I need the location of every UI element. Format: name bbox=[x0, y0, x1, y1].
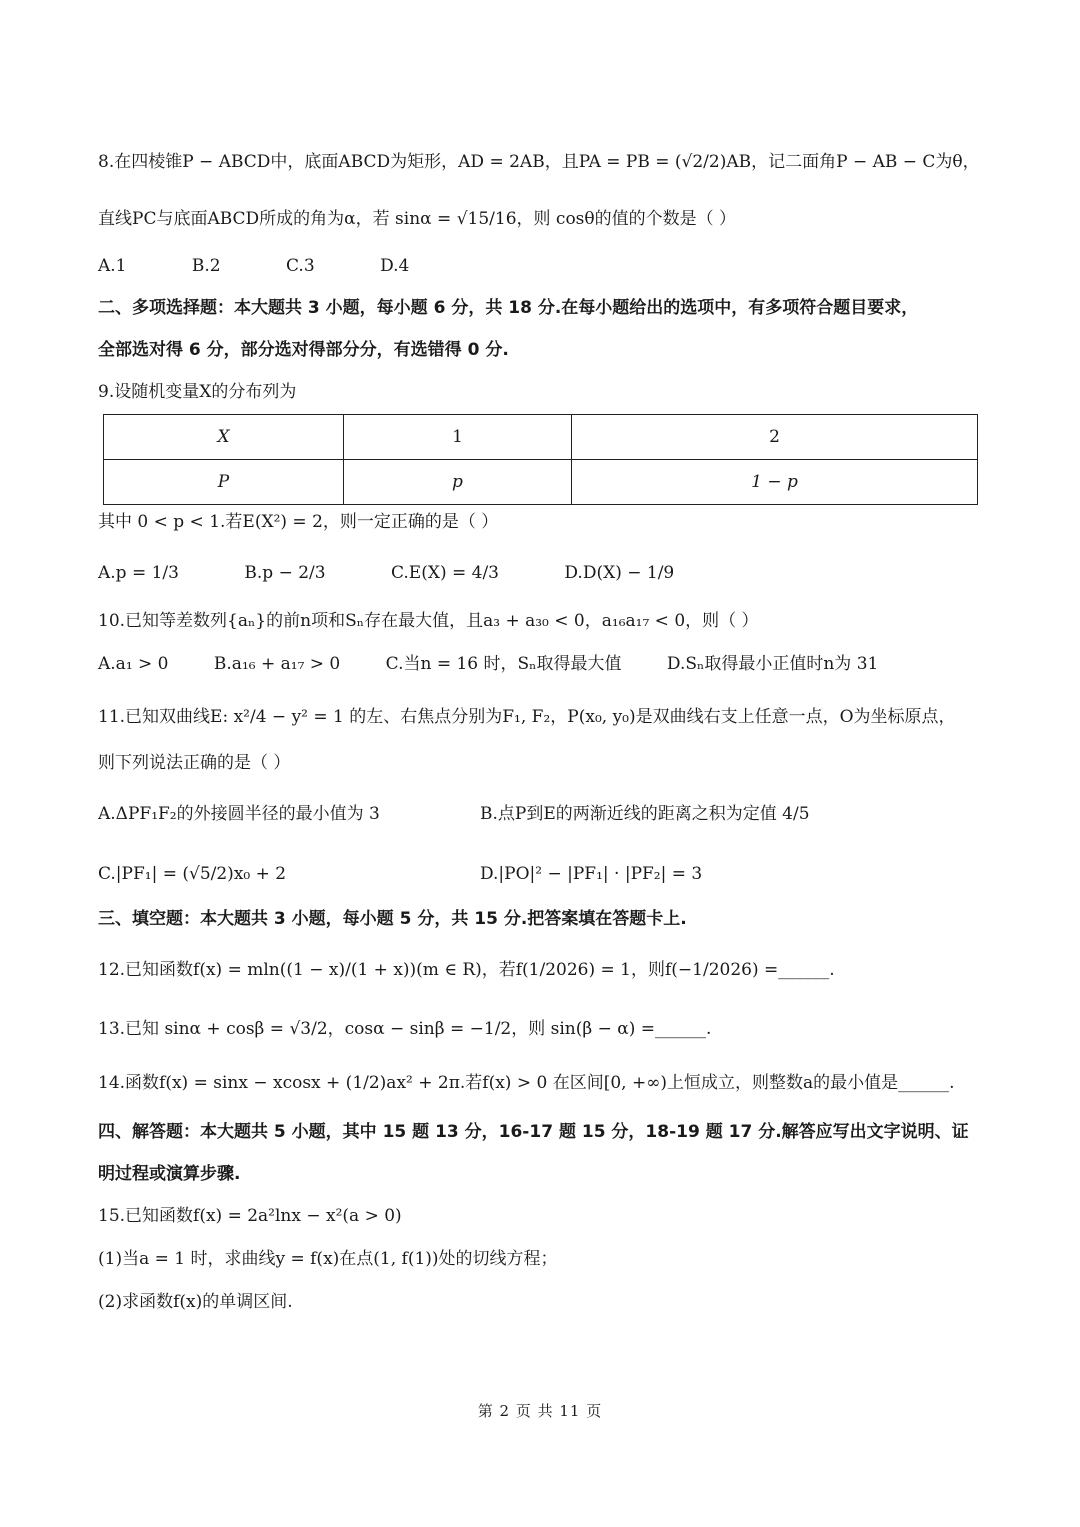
q13: 13.已知 sinα + cosβ = √3/2，cosα − sinβ = −1/2，则 sin(β − α) =______. bbox=[98, 1019, 712, 1039]
q10-option-b: B.a₁₆ + a₁₇ > 0 bbox=[213, 654, 341, 674]
q10-option-a: A.a₁ > 0 bbox=[98, 654, 169, 674]
q10-option-d: D.Sₙ取得最小正值时n为 31 bbox=[666, 654, 879, 674]
q15-part1: (1)当a = 1 时，求曲线y = f(x)在点(1, f(1))处的切线方程； bbox=[98, 1249, 558, 1269]
section2-heading-line2: 全部选对得 6 分，部分选对得部分分，有选错得 0 分. bbox=[98, 340, 509, 360]
q11-option-b: B.点P到E的两渐近线的距离之积为定值 4/5 bbox=[480, 804, 810, 824]
section2-heading-line1: 二、多项选择题：本大题共 3 小题，每小题 6 分，共 18 分.在每小题给出的选项中，有多项符合题目要求， bbox=[98, 298, 919, 318]
q9-stem: 9.设随机变量X的分布列为 bbox=[98, 382, 297, 402]
q10-options bbox=[98, 650, 990, 678]
q8-line2: 直线PC与底面ABCD所成的角为α，若 sinα = √15/16，则 cosθ的值的个数是（ ） bbox=[98, 209, 737, 229]
q8-line1: 8.在四棱锥P − ABCD中，底面ABCD为矩形，AD = 2AB，且PA = PB = (√2/2)AB，记二面角P − AB − C为θ， bbox=[98, 152, 980, 172]
q9-condition: 其中 0 < p < 1.若E(X²) = 2，则一定正确的是（ ） bbox=[98, 512, 499, 532]
q11-line1: 11.已知双曲线E: x²/4 − y² = 1 的左、右焦点分别为F₁, F₂，P(x₀, y₀)是双曲线右支上任意一点，O为坐标原点， bbox=[98, 707, 956, 727]
table-cell: 1 bbox=[344, 415, 572, 460]
q8-option-c: C.3 bbox=[286, 256, 315, 276]
table-cell: p bbox=[344, 460, 572, 505]
q11-option-d: D.|PO|² − |PF₁| · |PF₂| = 3 bbox=[480, 864, 703, 884]
q10-stem: 10.已知等差数列{aₙ}的前n项和Sₙ存在最大值，且a₃ + a₃₀ < 0，a₁₆a₁₇ < 0，则（ ） bbox=[98, 611, 759, 631]
q8-option-d: D.4 bbox=[380, 256, 410, 276]
q8-option-b: B.2 bbox=[191, 256, 221, 276]
q9-option-b: B.p − 2/3 bbox=[244, 563, 326, 583]
q9-option-a: A.p = 1/3 bbox=[98, 563, 179, 583]
q9-option-c: C.E(X) = 4/3 bbox=[391, 563, 499, 583]
q15-stem: 15.已知函数f(x) = 2a²lnx − x²(a > 0) bbox=[98, 1206, 402, 1226]
q10-option-c: C.当n = 16 时，Sₙ取得最大值 bbox=[385, 654, 622, 674]
table-cell: X bbox=[104, 415, 344, 460]
table-row bbox=[104, 415, 978, 460]
q8-option-a: A.1 bbox=[98, 256, 127, 276]
q8-options bbox=[98, 252, 990, 280]
table-cell: P bbox=[104, 460, 344, 505]
q14: 14.函数f(x) = sinx − xcosx + (1/2)ax² + 2π.若f(x) > 0 在区间[0, +∞)上恒成立，则整数a的最小值是______. bbox=[98, 1073, 955, 1093]
table-row bbox=[104, 460, 978, 505]
table-cell: 1 − p bbox=[572, 460, 978, 505]
q11-option-c: C.|PF₁| = (√5/2)x₀ + 2 bbox=[98, 864, 287, 884]
table-cell: 2 bbox=[572, 415, 978, 460]
q15-part2: (2)求函数f(x)的单调区间. bbox=[98, 1292, 293, 1312]
distribution-table bbox=[103, 414, 978, 505]
q9-options bbox=[98, 559, 990, 587]
q11-line2: 则下列说法正确的是（ ） bbox=[98, 753, 291, 773]
section4-heading-line1: 四、解答题：本大题共 5 小题，其中 15 题 13 分，16-17 题 15 分，18-19 题 17 分.解答应写出文字说明、证 bbox=[98, 1122, 969, 1142]
q11-option-a: A.ΔPF₁F₂的外接圆半径的最小值为 3 bbox=[98, 804, 380, 824]
page-footer: 第 2 页 共 11 页 bbox=[477, 1402, 603, 1420]
section4-heading-line2: 明过程或演算步骤. bbox=[98, 1164, 241, 1184]
section3-heading: 三、填空题：本大题共 3 小题，每小题 5 分，共 15 分.把答案填在答题卡上. bbox=[98, 909, 687, 929]
q12: 12.已知函数f(x) = mln((1 − x)/(1 + x))(m ∈ R)，若f(1/2026) = 1，则f(−1/2026) =______. bbox=[98, 960, 835, 980]
q9-option-d: D.D(X) − 1/9 bbox=[564, 563, 675, 583]
